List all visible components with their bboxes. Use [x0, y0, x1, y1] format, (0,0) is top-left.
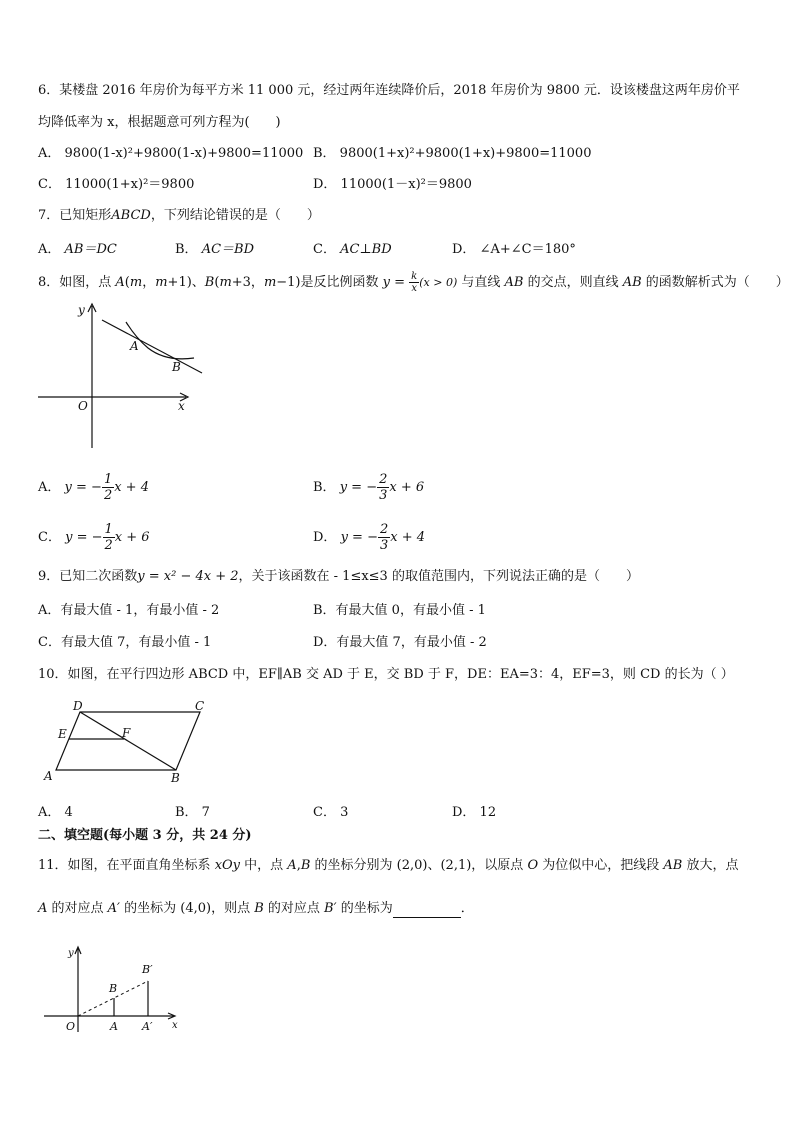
q8-option-a: A． y = − $\frac{1}{2}$ x + 4: [38, 472, 149, 503]
q6-option-d: D． 11000(1－x)²＝9800: [313, 177, 472, 192]
q8-option-d: D． y = − $\frac{2}{3}$ x + 4: [313, 522, 426, 553]
q9-option-b: B．有最大值 0，有最小值 - 1: [313, 603, 486, 618]
q8-option-c: C． y = − $\frac{1}{2}$ x + 6: [38, 522, 150, 553]
q9-option-a: A．有最大值 - 1，有最小值 - 2: [38, 603, 220, 618]
q7-option-c: C． AC⊥BD: [313, 242, 392, 257]
q8-label-o: O: [78, 399, 88, 413]
q8-label-x: x: [178, 399, 185, 413]
q6-stem-line1: 6．某楼盘 2016 年房价为每平方米 11 000 元，经过两年连续降价后，2018 年房价为 9800 元．设该楼盘这两年房价平: [38, 83, 740, 98]
q10-option-a: A． 4: [38, 805, 73, 820]
q8-figure: [36, 300, 206, 452]
q10-label-a: A: [44, 769, 53, 783]
q9-stem: 9．已知二次函数y = x² − 4x + 2，关于该函数在 - 1≤x≤3 的取值范围内，下列说法正确的是（ ）: [38, 569, 639, 584]
q10-stem: 10．如图，在平行四边形 ABCD 中，EF∥AB 交 AD 于 E，交 BD 于 F，DE：EA=3：4，EF=3，则 CD 的长为（ ）: [38, 667, 734, 682]
q11-answer-blank[interactable]: [393, 903, 461, 918]
q8-line-ab: [102, 320, 202, 373]
q11-label-a-prime: A′: [142, 1020, 153, 1033]
q10-option-c: C． 3: [313, 805, 349, 820]
q8-label-b: B: [172, 360, 181, 374]
q10-label-c: C: [195, 699, 205, 713]
q11-label-x: x: [172, 1020, 178, 1031]
q11-label-b-prime: B′: [142, 963, 153, 976]
q10-label-b: B: [171, 771, 180, 785]
section-fill-in-title: 二、填空题(每小题 3 分，共 24 分): [38, 828, 252, 843]
q11-label-b: B: [109, 982, 118, 995]
q9-option-c: C．有最大值 7，有最小值 - 1: [38, 635, 212, 650]
q7-stem: 7．已知矩形ABCD，下列结论错误的是（ ）: [38, 208, 320, 223]
q10-option-d: D． 12: [452, 805, 497, 820]
q8-stem: 8．如图，点 A(m，m+1)、B(m+3，m−1)是反比例函数 y = $\frac{k}{x}$ (x > 0) 与直线 AB 的交点，则直线 AB 的函数解析式为（ ）: [38, 271, 789, 294]
q6-option-c: C． 11000(1+x)²＝9800: [38, 177, 195, 192]
q8-fraction-k-over-x: $\frac{k}{x}$: [411, 271, 418, 294]
q6-option-a: A． 9800(1-x)²+9800(1-x)+9800=11000: [38, 146, 304, 161]
q6-stem-line2: 均降低率为 x，根据题意可列方程为( ): [38, 115, 281, 130]
q11-stem-line1: 11．如图，在平面直角坐标系 xOy 中，点 A,B 的坐标分别为 (2,0)、(2,1)，以原点 O 为位似中心，把线段 AB 放大，点: [38, 858, 739, 873]
q7-option-d: D． ∠A+∠C＝180°: [452, 242, 576, 257]
q11-figure: [40, 942, 190, 1038]
q8-label-a: A: [130, 339, 139, 353]
q11-label-a: A: [110, 1020, 118, 1033]
q10-label-f: F: [122, 726, 131, 740]
q8-label-y: y: [78, 303, 85, 317]
q10-figure: [40, 698, 220, 786]
q11-label-y: y: [68, 948, 74, 959]
q8-option-b: B． y = − $\frac{2}{3}$ x + 6: [313, 472, 425, 503]
q7-option-b: B． AC＝BD: [175, 242, 255, 257]
q6-option-b: B． 9800(1+x)²+9800(1+x)+9800=11000: [313, 146, 592, 161]
q10-label-d: D: [73, 699, 83, 713]
q11-label-o: O: [66, 1020, 76, 1033]
q7-option-a: A． AB＝DC: [38, 242, 117, 257]
q10-label-e: E: [58, 727, 67, 741]
q10-diagonal-bd: [80, 712, 176, 770]
q9-option-d: D．有最大值 7，有最小值 - 2: [313, 635, 487, 650]
q10-option-b: B． 7: [175, 805, 210, 820]
q11-stem-line2: A 的对应点 A′ 的坐标为 (4,0)，则点 B 的对应点 B′ 的坐标为 ．: [38, 901, 474, 916]
